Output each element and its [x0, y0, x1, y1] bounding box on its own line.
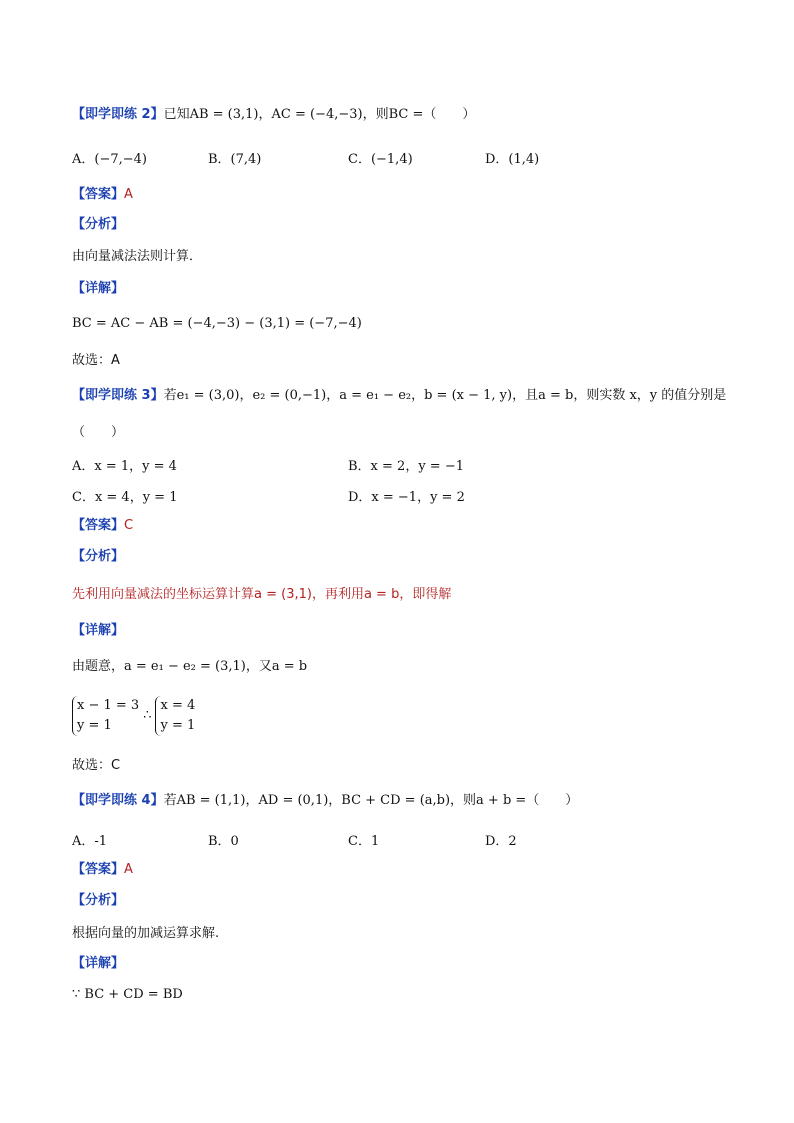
q4-detail-heading: 【详解】: [72, 956, 125, 971]
q3-stem-cont: （ ）: [72, 425, 125, 440]
q3-equation-system: [72, 696, 754, 736]
q3-option-a: A．x = 1，y = 4: [72, 459, 177, 474]
q3-option-b: B．x = 2，y = −1: [348, 459, 464, 474]
q2-answer: A: [124, 187, 133, 202]
q3-stem-line: [72, 387, 754, 405]
q2-option-c: C．(−1,4): [348, 152, 413, 167]
q4-answer: A: [124, 862, 133, 877]
q3-conclusion: 故选：C: [72, 758, 121, 773]
q3-analysis: 先利用向量减法的坐标运算计算a = (3,1)，再利用a = b，即得解: [72, 587, 452, 602]
q2-conclusion: 故选：A: [72, 353, 120, 368]
q2-answer-tag: 【答案】: [72, 187, 125, 202]
q4-answer-line: 【答案】A: [72, 862, 133, 877]
q4-analysis: 根据向量的加减运算求解.: [72, 926, 220, 941]
q3-analysis-heading: 【分析】: [72, 549, 125, 564]
q3-therefore: ∴: [143, 708, 152, 723]
q4-stem: 若AB = (1,1)，AD = (0,1)，BC + CD = (a,b)，则a + b =（ ）: [163, 793, 579, 808]
q2-option-b: B．(7,4): [208, 152, 262, 167]
q4-stem-line: [72, 792, 754, 810]
q3-detail: 由题意，a = e₁ − e₂ = (3,1)，又a = b: [72, 659, 308, 674]
q4-tag: 【即学即练 4】: [72, 793, 164, 808]
q2-analysis-heading: 【分析】: [72, 217, 125, 232]
q4-option-d: D．2: [485, 834, 517, 849]
q2-detail-heading: 【详解】: [72, 281, 125, 296]
q3-system-left: x − 1 = 3 y = 1: [72, 696, 139, 736]
q2-option-d: D．(1,4): [485, 152, 540, 167]
q3-option-d: D．x = −1，y = 2: [348, 490, 465, 505]
q3-stem: 若e₁ = (3,0)，e₂ = (0,−1)，a = e₁ − e₂，b = (x − 1, y)，且a = b，则实数 x，y 的值分别是: [163, 388, 727, 403]
q3-system-right: x = 4 y = 1: [155, 696, 195, 736]
q3-option-c: C．x = 4，y = 1: [72, 490, 178, 505]
q4-option-c: C．1: [348, 834, 380, 849]
q2-answer-line: [72, 186, 754, 204]
q3-answer: C: [124, 518, 134, 533]
q2-option-a: A．(−7,−4): [72, 152, 147, 167]
q4-analysis-heading: 【分析】: [72, 893, 125, 908]
q3-tag: 【即学即练 3】: [72, 388, 164, 403]
q2-detail: BC = AC − AB = (−4,−3) − (3,1) = (−7,−4): [72, 316, 362, 331]
q4-detail: ∵ BC + CD = BD: [72, 987, 183, 1002]
q3-detail-heading: 【详解】: [72, 623, 125, 638]
q3-answer-line: 【答案】C: [72, 518, 134, 533]
q2-analysis: 由向量减法法则计算．: [72, 249, 203, 264]
q4-option-a: A．-1: [72, 834, 108, 849]
q2-tag: 【即学即练 2】: [72, 107, 164, 122]
q2-stem-line: [72, 106, 754, 124]
q4-option-b: B．0: [208, 834, 239, 849]
q2-stem: 已知AB = (3,1)，AC = (−4,−3)，则BC =（ ）: [163, 107, 476, 122]
